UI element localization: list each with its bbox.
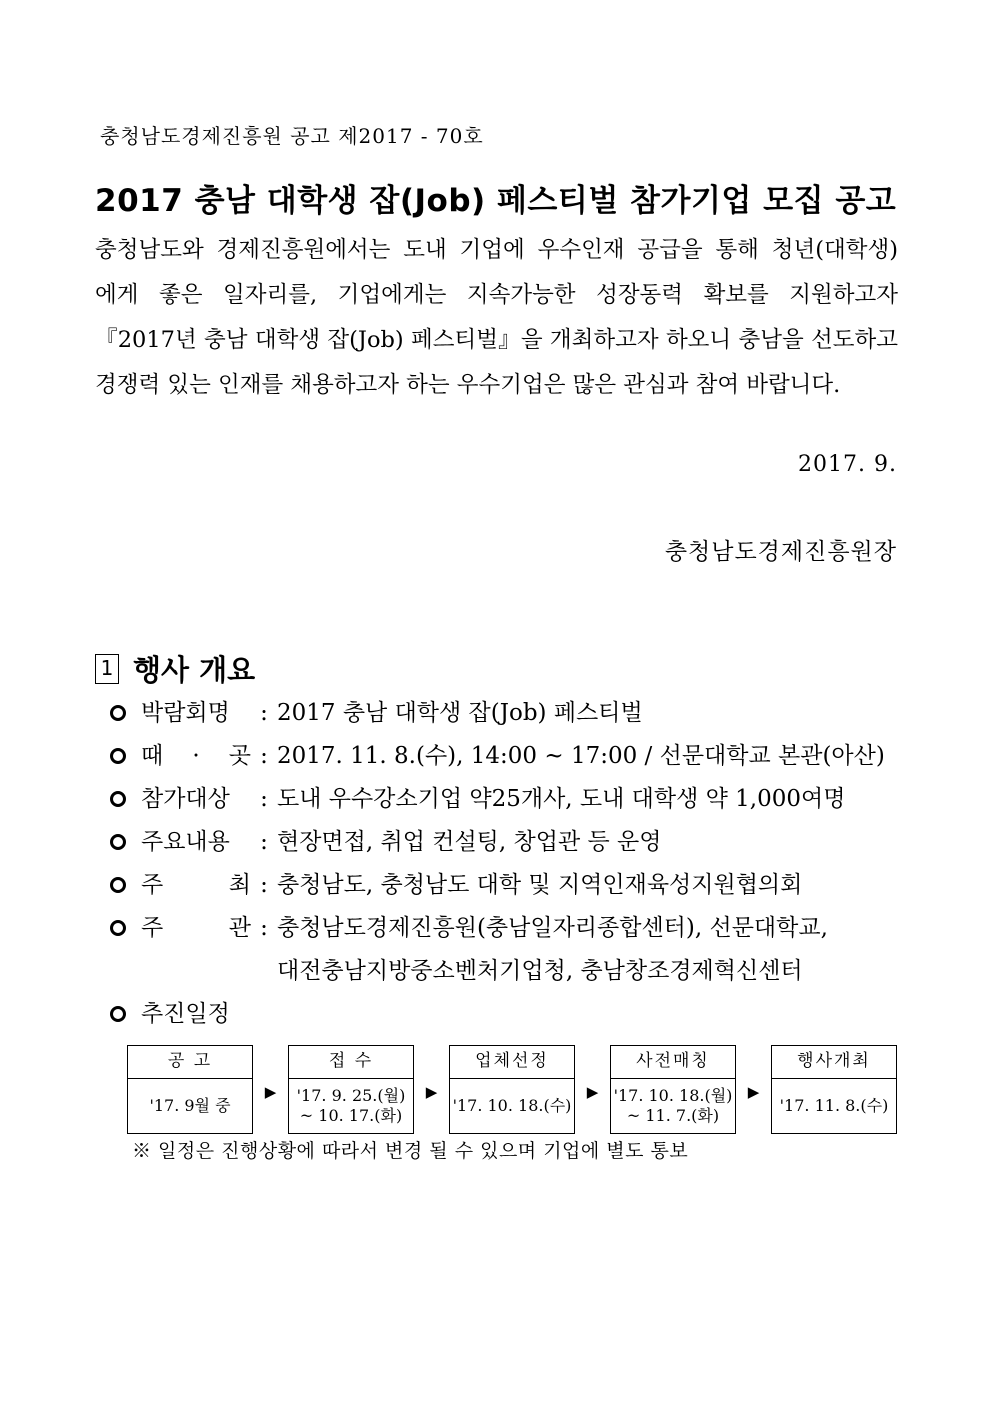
label-colon: : (260, 915, 268, 941)
schedule-step (771, 1045, 897, 1134)
list-item (108, 692, 908, 735)
section-title: 행사 개요 (133, 653, 256, 687)
schedule-step (288, 1045, 414, 1134)
label-colon: : (260, 743, 268, 769)
circle-bullet-icon (110, 705, 126, 721)
section-number: 1 (95, 654, 119, 684)
item-label (141, 864, 251, 907)
item-value-line: 대전충남지방중소벤처기업청, 충남창조경제혁신센터 (277, 958, 803, 984)
item-label-char: · (192, 743, 200, 769)
section-header (95, 648, 255, 689)
step-date (611, 1079, 735, 1133)
step-date-line: '17. 10. 18.(월) (613, 1086, 733, 1105)
item-value: 도내 우수강소기업 약25개사, 도내 대학생 약 1,000여명 (277, 786, 846, 812)
item-value-line: 충청남도경제진흥원(충남일자리종합센터), 선문대학교, (277, 915, 828, 941)
item-value: 2017 충남 대학생 잡(Job) 페스티벌 (277, 700, 643, 726)
item-value: 현장면접, 취업 컨설팅, 창업관 등 운영 (277, 829, 662, 855)
item-label-char: 관 (228, 915, 251, 941)
item-label (141, 735, 251, 778)
step-title: 업체선정 (450, 1046, 574, 1079)
intro-paragraph: 충청남도와 경제진흥원에서는 도내 기업에 우수인재 공급을 통해 청년(대학생)에게 좋은 일자리를, 기업에게는 지속가능한 성장동력 확보를 지원하고자 『2017년 충남 대학생 잡(Job) 페스티벌』을 개최하고자 하오니 충남을 선도하고 경쟁력 있는 인재를 채용하고자 하는 우수기업은 많은 관심과 참여 바랍니다. (95, 237, 898, 398)
step-title: 공 고 (128, 1046, 252, 1079)
right-arrow-icon: ▶ (747, 1083, 760, 1101)
item-label: 주요내용 (141, 829, 230, 855)
document-title: 2017 충남 대학생 잡(Job) 페스티벌 참가기업 모집 공고 (95, 183, 897, 219)
schedule-note: ※ 일정은 진행상황에 따라서 변경 될 수 있으며 기업에 별도 통보 (132, 1140, 689, 1162)
item-label-char: 주 (141, 915, 164, 941)
step-title: 사전매칭 (611, 1046, 735, 1079)
list-item (108, 735, 908, 778)
right-arrow-icon: ▶ (586, 1083, 599, 1101)
item-value: 2017. 11. 8.(수), 14:00 ~ 17:00 / 선문대학교 본관(아산) (277, 743, 885, 769)
item-label (141, 907, 251, 950)
notice-number: 충청남도경제진흥원 공고 제2017 - 70호 (100, 124, 484, 148)
step-date-line: ~ 11. 7.(화) (626, 1106, 720, 1125)
label-colon: : (260, 829, 268, 855)
schedule-step (127, 1045, 253, 1134)
right-arrow-icon: ▶ (264, 1083, 277, 1101)
notice-date: 2017. 9. (798, 452, 897, 477)
item-label-char: 곳 (228, 743, 251, 769)
schedule-step (449, 1045, 575, 1134)
list-item (108, 821, 908, 864)
circle-bullet-icon (110, 1006, 126, 1022)
circle-bullet-icon (110, 748, 126, 764)
step-date (128, 1079, 252, 1133)
step-date (450, 1079, 574, 1133)
issuer-name: 충청남도경제진흥원장 (664, 539, 897, 565)
list-item (108, 864, 908, 907)
right-arrow-icon: ▶ (425, 1083, 438, 1101)
circle-bullet-icon (110, 877, 126, 893)
item-label: 추진일정 (141, 1001, 230, 1027)
step-date-line: ~ 10. 17.(화) (299, 1106, 403, 1125)
step-title: 접 수 (289, 1046, 413, 1079)
step-title: 행사개최 (772, 1046, 896, 1079)
item-label-char: 최 (228, 872, 251, 898)
step-date-line: '17. 11. 8.(수) (779, 1096, 889, 1115)
item-label: 박람회명 (141, 700, 230, 726)
step-date (289, 1079, 413, 1133)
schedule-step (610, 1045, 736, 1134)
step-date (772, 1079, 896, 1133)
item-label-char: 때 (141, 743, 164, 769)
circle-bullet-icon (110, 920, 126, 936)
item-label: 참가대상 (141, 786, 230, 812)
item-value (277, 907, 828, 993)
circle-bullet-icon (110, 791, 126, 807)
label-colon: : (260, 872, 268, 898)
schedule-flow (127, 1045, 897, 1134)
item-label-char: 주 (141, 872, 164, 898)
event-overview-list (108, 692, 908, 1036)
list-item (108, 907, 908, 993)
list-item (108, 778, 908, 821)
step-date-line: '17. 9. 25.(월) (296, 1086, 406, 1105)
list-item (108, 993, 908, 1036)
circle-bullet-icon (110, 834, 126, 850)
step-date-line: '17. 10. 18.(수) (452, 1096, 572, 1115)
label-colon: : (260, 786, 268, 812)
label-colon: : (260, 700, 268, 726)
step-date-line: '17. 9월 중 (149, 1096, 231, 1115)
item-value: 충청남도, 충청남도 대학 및 지역인재육성지원협의회 (277, 872, 803, 898)
